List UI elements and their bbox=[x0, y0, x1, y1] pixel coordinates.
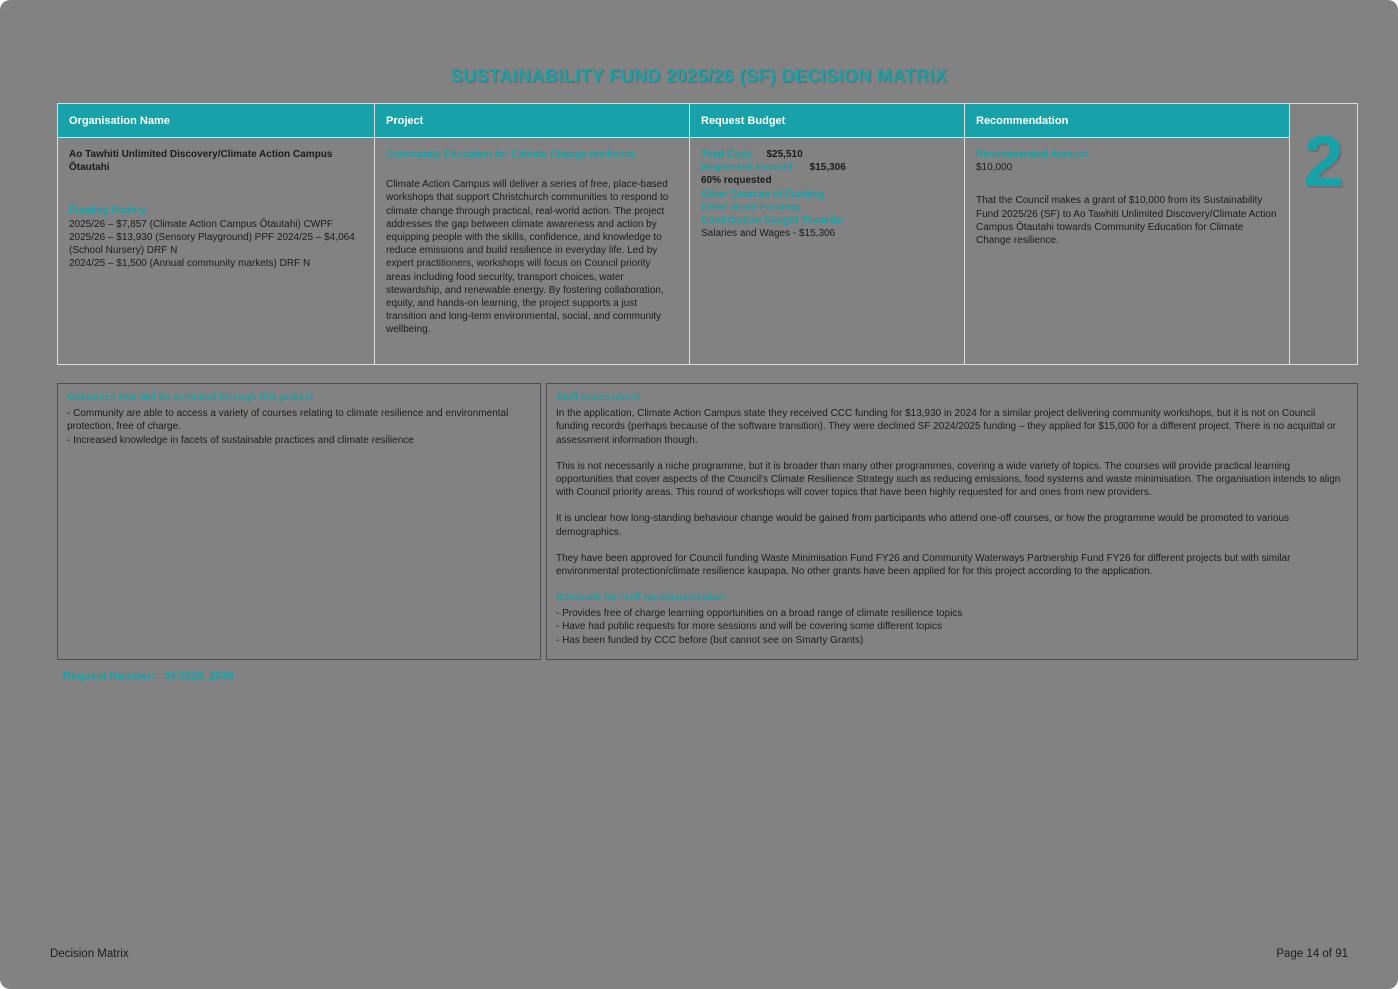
request-number-label: Request Number: bbox=[63, 670, 155, 682]
column-recommendation bbox=[965, 103, 1290, 365]
recommended-amount-label: Recommended Amount bbox=[976, 149, 1088, 160]
contribution-sought-value: Salaries and Wages - $15,306 bbox=[701, 228, 836, 240]
column-organisation bbox=[57, 103, 375, 365]
recommendation-text: That the Council makes a grant of $10,000 from its Sustainability Fund 2025/26 (SF) to Ao Tawhiti Unlimited Discovery/Climate Action Campus Ōtautahi towards Community Education for Climate Change resilience. bbox=[976, 195, 1277, 246]
requested-amount-row bbox=[701, 161, 953, 174]
request-number-value: SF2526_2035 bbox=[164, 670, 234, 682]
column-project bbox=[375, 103, 690, 365]
other-sources-label: Other Sources of Funding bbox=[701, 188, 825, 200]
item-number: 2 bbox=[1303, 122, 1344, 202]
project-description: Climate Action Campus will deliver a series of free, place-based workshops that support Christchurch communities to respond to climate change through practical, real-world action. The project addresses the gap between climate awareness and action by equipping people with the skills, confidence, and knowledge to reduce emissions and build resilience in everyday life. Led by expert practitioners, workshops will focus on Council priority areas including food security, transport choices, water stewardship, and renewable energy. By fostering collaboration, equity, and hands-on learning, the project supports a just transition and long-term environmental, social, and community wellbeing. bbox=[386, 179, 669, 336]
total-cost-label: Total Cost: bbox=[701, 149, 753, 160]
column-header-project: Project bbox=[375, 104, 689, 138]
outcome-item: - Community are able to access a variety of courses relating to climate resilience and environmental protection, free of charge. bbox=[67, 408, 509, 433]
funding-history-label: Funding History bbox=[69, 205, 146, 217]
rationale-heading: Rationale for staff recommendation: bbox=[556, 592, 728, 604]
requested-amount-label: Requested Amount: bbox=[701, 162, 796, 174]
column-header-organisation: Organisation Name bbox=[58, 104, 374, 138]
rationale-item: - Provides free of charge learning opportunities on a broad range of climate resilience topics bbox=[556, 608, 963, 620]
request-number bbox=[63, 670, 234, 682]
project-title: Community Education for Climate Change resilience bbox=[386, 149, 636, 160]
footer-page-number: Page 14 of 91 bbox=[1276, 948, 1348, 960]
staff-assessment-paragraph: In the application, Climate Action Campus state they received CCC funding for $13,930 in 2024 for a similar project delivering community workshops, but it is not on Council funding records (perhaps because of the software transition). They were declined SF 2024/2025 funding – they applied for $15,000 for a different project. There is no acquittal or assessment information though. bbox=[556, 408, 1336, 446]
project-cell bbox=[375, 138, 689, 364]
column-request-budget bbox=[690, 103, 965, 365]
percent-requested: 60% requested bbox=[701, 175, 772, 187]
organisation-name: Ao Tawhiti Unlimited Discovery/Climate Action Campus Ōtautahi bbox=[69, 149, 333, 174]
column-item-number bbox=[1290, 103, 1358, 365]
staff-assessment-box bbox=[546, 383, 1358, 660]
rationale-item: - Have had public requests for more sessions and will be covering some different topics bbox=[556, 621, 943, 633]
column-header-request-budget: Request Budget bbox=[690, 104, 964, 138]
page-title: SUSTAINABILITY FUND 2025/26 (SF) DECISION MATRIX bbox=[450, 66, 948, 86]
column-header-recommendation: Recommendation bbox=[965, 104, 1289, 138]
staff-assessment-paragraph: This is not necessarily a niche programme, but it is broader than many other programmes, covering a wide variety of topics. The courses will provide practical learning opportunities that cover aspects of the Council's Climate Resilience Strategy such as reducing emissions, food systems and waste minimisation. The organisation intends to align with Council priority areas. This round of workshops will cover topics that have been highly requested for and ones from new providers. bbox=[556, 460, 1341, 499]
requested-amount-value: $15,306 bbox=[809, 162, 846, 174]
organisation-cell bbox=[58, 138, 374, 364]
total-cost-value: $25,510 bbox=[766, 149, 803, 160]
outcome-item: - Increased knowledge in facets of sustainable practices and climate resilience bbox=[67, 434, 414, 446]
recommendation-cell bbox=[965, 138, 1289, 364]
decision-matrix-table bbox=[57, 103, 1358, 365]
outcomes-heading: Outcomes that will be achieved through this project bbox=[67, 392, 314, 403]
rationale-item: - Has been funded by CCC before (but cannot see on Smarty Grants) bbox=[556, 634, 864, 646]
request-budget-cell bbox=[690, 138, 964, 364]
staff-assessment-paragraph: They have been approved for Council funding Waste Minimisation Fund FY26 and Community Waterways Partnership Fund FY26 for different projects but with similar environmental protection/climate resilience kaupapa. No other grants have been applied for for this project according to the application. bbox=[556, 552, 1291, 577]
staff-assessment-heading: Staff Assessment bbox=[556, 392, 640, 403]
other-grant-label: Other Grant Funding bbox=[701, 201, 800, 213]
outcomes-box bbox=[57, 383, 541, 660]
footer-document-name: Decision Matrix bbox=[50, 948, 129, 960]
staff-assessment-paragraph: It is unclear how long-standing behaviour change would be gained from participants who attend one-off courses, or how the programme would be promoted to various demographics. bbox=[556, 513, 1290, 538]
funding-history-line: 2024/25 – $1,500 (Annual community markets) DRF N bbox=[69, 258, 311, 270]
total-cost-row bbox=[701, 148, 953, 161]
funding-history-line: 2025/26 – $7,857 (Climate Action Campus Ōtautahi) CWPF bbox=[69, 218, 334, 230]
funding-history-line: 2025/26 – $13,930 (Sensory Playground) PPF 2024/25 – $4,064 (School Nursery) DRF N bbox=[69, 231, 355, 256]
recommended-amount-value: $10,000 bbox=[976, 162, 1013, 174]
contribution-sought-label: Contribution Sought Towards: bbox=[701, 214, 845, 226]
